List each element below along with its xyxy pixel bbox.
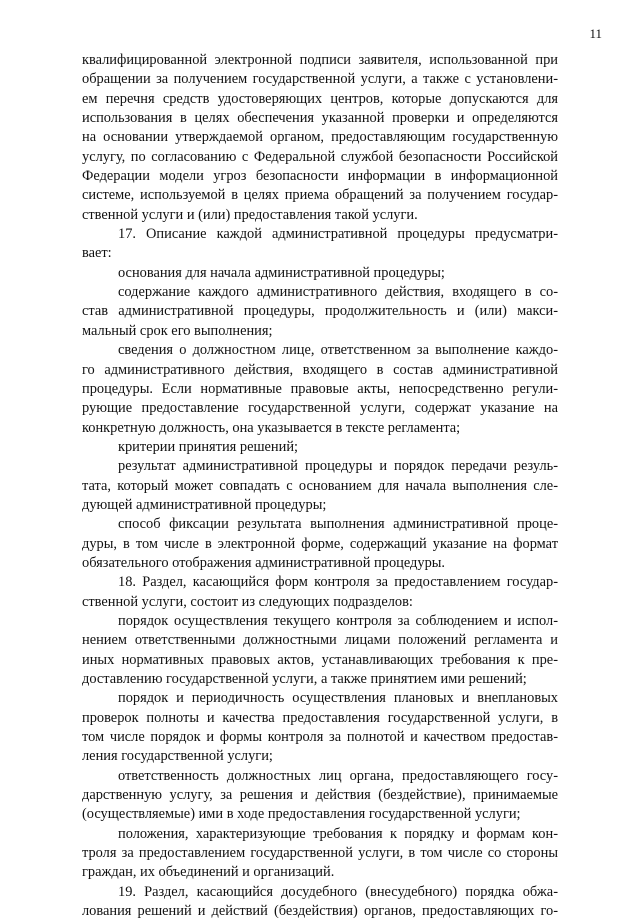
text-line: нением ответственными должностными лицами положений регламента и bbox=[82, 632, 558, 649]
text-line: проверок полноты и качества предоставления государственной услуги, в bbox=[82, 709, 558, 726]
text-line: ственной услуги, состоит из следующих подразделов: bbox=[82, 593, 413, 610]
text-line: иных нормативных правовых актов, устанавливающих требования к пре- bbox=[82, 651, 558, 668]
text-line: основания для начала административной процедуры; bbox=[118, 264, 445, 281]
text-line: квалифицированной электронной подписи заявителя, использованной при bbox=[82, 52, 558, 68]
text-line: став административной процедуры, продолжительность и (или) макси- bbox=[82, 303, 558, 320]
text-line: способ фиксации результата выполнения административной проце- bbox=[118, 516, 558, 533]
text-line: услугу, по согласованию с Федеральной службой безопасности Российской bbox=[82, 148, 558, 165]
text-line: граждан, их объединений и организаций. bbox=[82, 864, 335, 881]
text-line: дуры, в том числе в электронной форме, содержащий указание на формат bbox=[82, 535, 558, 552]
text-line: порядок и периодичность осуществления плановых и внеплановых bbox=[118, 690, 558, 707]
text-line: на основании утверждаемой органом, предоставляющим государственную bbox=[82, 129, 558, 146]
text-line: положения, характеризующие требования к порядку и формам кон- bbox=[118, 825, 558, 842]
text-line: дарственную услугу, за решения и действия (бездействие), принимаемые bbox=[82, 787, 558, 804]
text-line: дующей административной процедуры; bbox=[82, 496, 327, 513]
text-line: рующие предоставление государственной услуги, содержат указание на bbox=[82, 400, 558, 417]
text-line: ления государственной услуги; bbox=[82, 748, 273, 765]
text-line: том числе порядок и формы контроля за полнотой и качеством предостав- bbox=[82, 729, 558, 746]
text-line: 17. Описание каждой административной процедуры предусматри- bbox=[118, 226, 558, 243]
text-line: результат административной процедуры и порядок передачи резуль- bbox=[118, 458, 558, 475]
text-line: обращении за получением государственной услуги, а также с установлени- bbox=[82, 71, 558, 88]
text-line: тата, который может совпадать с основанием для начала выполнения сле- bbox=[82, 477, 558, 494]
text-line: критерии принятия решений; bbox=[118, 438, 299, 455]
text-line: доставлению государственной услуги, а также принятием ими решений; bbox=[82, 671, 527, 687]
text-line: содержание каждого административного действия, входящего в со- bbox=[118, 284, 558, 301]
page-number: 11 bbox=[589, 26, 602, 41]
text-line: 19. Раздел, касающийся досудебного (внесудебного) порядка обжа- bbox=[118, 883, 558, 900]
text-line: обязательного отображения административной процедуры. bbox=[82, 554, 446, 571]
text-line: системе, используемой в целях приема обращений за получением государ- bbox=[82, 187, 558, 204]
text-line: Федерации модели угроз безопасности информации в информационной bbox=[82, 168, 558, 185]
text-line: троля за предоставлением государственной услуги, в том числе со стороны bbox=[82, 845, 558, 862]
text-line: ответственность должностных лиц органа, предоставляющего госу- bbox=[118, 767, 558, 784]
text-line: сведения о должностном лице, ответственном за выполнение каждо- bbox=[118, 342, 558, 359]
text-line: (осуществляемые) ими в ходе предоставления государственной услуги; bbox=[82, 806, 521, 823]
text-line: вает: bbox=[82, 245, 112, 262]
document-body bbox=[82, 51, 558, 921]
text-line: процедуры. Если нормативные правовые акты, непосредственно регули- bbox=[82, 380, 558, 397]
text-line: мальный срок его выполнения; bbox=[82, 322, 273, 339]
text-line: лования решений и действий (бездействия) органов, предоставляющих го- bbox=[82, 903, 558, 920]
text-line: го административного действия, входящего в состав административной bbox=[82, 361, 558, 378]
text-line: 18. Раздел, касающийся форм контроля за предоставлением государ- bbox=[118, 574, 558, 591]
text-line: порядок осуществления текущего контроля за соблюдением и испол- bbox=[118, 612, 558, 629]
text-line: использования в целях обеспечения указанной проверки и определяются bbox=[82, 110, 558, 127]
text-line: конкретную должность, она указывается в тексте регламента; bbox=[82, 419, 461, 436]
text-line: ем перечня средств удостоверяющих центров, которые допускаются для bbox=[82, 90, 558, 107]
text-line: ственной услуги и (или) предоставления такой услуги. bbox=[82, 206, 418, 223]
